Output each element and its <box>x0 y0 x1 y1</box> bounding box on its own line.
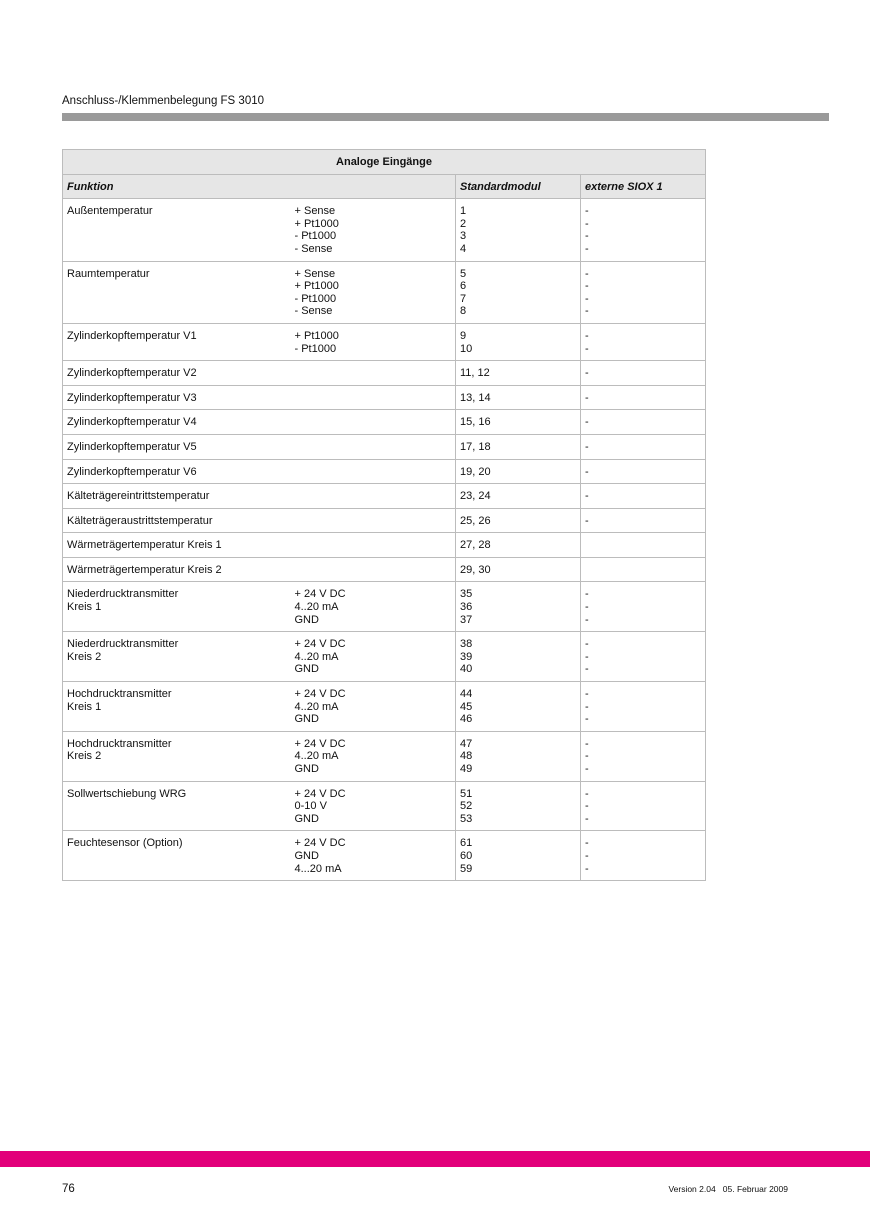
header-divider-bar <box>62 113 829 121</box>
function-name-line: Zylinderkopftemperatur V1 <box>67 329 197 342</box>
signal-line: 4..20 mA <box>294 601 339 614</box>
signal-line: 4..20 mA <box>294 650 339 663</box>
standard-module-line: 35 <box>460 588 473 601</box>
signal-cell <box>291 434 456 459</box>
signal-cell <box>291 557 456 582</box>
function-name-line: Kreis 1 <box>67 700 102 713</box>
siox-cell <box>581 323 706 360</box>
page-number: 76 <box>62 1183 75 1195</box>
function-name-cell <box>63 831 291 881</box>
standard-module-cell <box>456 385 581 410</box>
siox-line: - <box>585 688 589 701</box>
standard-module-cell <box>456 557 581 582</box>
signal-cell <box>291 582 456 632</box>
table-row <box>63 533 706 558</box>
table-caption: Analoge Eingänge <box>63 150 706 175</box>
siox-cell <box>581 484 706 509</box>
function-name-line: Zylinderkopftemperatur V3 <box>67 391 197 404</box>
standard-module-line: 59 <box>460 862 473 875</box>
signal-cell <box>291 533 456 558</box>
standard-module-cell <box>456 323 581 360</box>
signal-line: 4..20 mA <box>294 750 339 763</box>
siox-line: - <box>585 800 589 813</box>
standard-module-line: 46 <box>460 713 473 726</box>
standard-module-line: 23, 24 <box>460 490 491 503</box>
signal-line: + 24 V DC <box>294 737 346 750</box>
table-row <box>63 385 706 410</box>
analog-inputs-table <box>62 149 706 881</box>
signal-cell <box>291 459 456 484</box>
standard-module-cell <box>456 484 581 509</box>
function-name-line: Hochdrucktransmitter <box>67 688 172 701</box>
function-name-cell <box>63 410 291 435</box>
function-name-cell <box>63 781 291 831</box>
table-row <box>63 361 706 386</box>
siox-cell <box>581 385 706 410</box>
siox-line: - <box>585 242 589 255</box>
standard-module-line: 53 <box>460 812 473 825</box>
siox-line: - <box>585 638 589 651</box>
standard-module-line: 19, 20 <box>460 465 491 478</box>
standard-module-cell <box>456 410 581 435</box>
table-row <box>63 582 706 632</box>
column-header-standardmodul: Standardmodul <box>456 174 581 199</box>
signal-cell <box>291 731 456 781</box>
function-name-line: Sollwertschiebung WRG <box>67 787 187 800</box>
siox-line: - <box>585 514 589 527</box>
function-name-line: Wärmeträgertemperatur Kreis 2 <box>67 563 222 576</box>
siox-cell <box>581 361 706 386</box>
signal-line: + 24 V DC <box>294 837 346 850</box>
signal-line: 0-10 V <box>294 800 327 813</box>
standard-module-cell <box>456 261 581 323</box>
standard-module-line: 61 <box>460 837 473 850</box>
function-name-cell <box>63 582 291 632</box>
standard-module-cell <box>456 508 581 533</box>
function-name-line: Außentemperatur <box>67 205 153 218</box>
table-row <box>63 557 706 582</box>
siox-cell <box>581 508 706 533</box>
column-header-funktion: Funktion <box>63 174 456 199</box>
siox-line: - <box>585 737 589 750</box>
function-name-cell <box>63 557 291 582</box>
signal-line: 4...20 mA <box>294 862 342 875</box>
function-name-cell <box>63 434 291 459</box>
siox-cell <box>581 682 706 732</box>
function-name-cell <box>63 632 291 682</box>
siox-line: - <box>585 342 589 355</box>
table-row <box>63 261 706 323</box>
signal-line: + Pt1000 <box>294 329 339 342</box>
table-body <box>63 199 706 881</box>
signal-line: - Sense <box>294 305 333 318</box>
document-header-title: Anschluss-/Klemmenbelegung FS 3010 <box>62 95 265 107</box>
siox-line: - <box>585 416 589 429</box>
siox-line: - <box>585 465 589 478</box>
standard-module-line: 25, 26 <box>460 514 491 527</box>
standard-module-cell <box>456 731 581 781</box>
function-name-cell <box>63 385 291 410</box>
standard-module-line: 15, 16 <box>460 416 491 429</box>
function-name-cell <box>63 533 291 558</box>
standard-module-cell <box>456 459 581 484</box>
siox-line: - <box>585 205 589 218</box>
function-name-line: Kälteträgeraustrittstemperatur <box>67 514 213 527</box>
siox-cell <box>581 731 706 781</box>
standard-module-line: 27, 28 <box>460 539 491 552</box>
function-name-line: Zylinderkopftemperatur V2 <box>67 367 197 380</box>
siox-line: - <box>585 490 589 503</box>
function-name-line: Zylinderkopftemperatur V4 <box>67 416 197 429</box>
standard-module-line: 5 <box>460 267 467 280</box>
siox-cell <box>581 434 706 459</box>
signal-cell <box>291 831 456 881</box>
standard-module-line: 40 <box>460 663 473 676</box>
signal-line: - Pt1000 <box>294 342 337 355</box>
standard-module-line: 51 <box>460 787 473 800</box>
standard-module-cell <box>456 831 581 881</box>
standard-module-line: 47 <box>460 737 473 750</box>
siox-line: - <box>585 230 589 243</box>
function-name-line: Zylinderkopftemperatur V6 <box>67 465 197 478</box>
signal-line: + Pt1000 <box>294 280 339 293</box>
standard-module-line: 29, 30 <box>460 563 491 576</box>
standard-module-cell <box>456 361 581 386</box>
standard-module-line: 2 <box>460 217 467 230</box>
signal-cell <box>291 682 456 732</box>
table-row <box>63 781 706 831</box>
standard-module-line: 1 <box>460 205 467 218</box>
signal-cell <box>291 781 456 831</box>
signal-cell <box>291 385 456 410</box>
signal-line: GND <box>294 812 319 825</box>
function-name-line: Kreis 2 <box>67 650 102 663</box>
siox-line: - <box>585 329 589 342</box>
standard-module-cell <box>456 582 581 632</box>
standard-module-line: 39 <box>460 650 473 663</box>
signal-line: - Pt1000 <box>294 292 337 305</box>
standard-module-cell <box>456 632 581 682</box>
function-name-cell <box>63 361 291 386</box>
function-name-cell <box>63 459 291 484</box>
siox-cell <box>581 781 706 831</box>
standard-module-line: 60 <box>460 849 473 862</box>
function-name-line: Kreis 1 <box>67 601 102 614</box>
table-row <box>63 632 706 682</box>
footer-accent-bar <box>0 1151 870 1167</box>
signal-line: - Sense <box>294 242 333 255</box>
siox-cell <box>581 831 706 881</box>
signal-cell <box>291 261 456 323</box>
siox-line: - <box>585 292 589 305</box>
siox-line: - <box>585 862 589 875</box>
function-name-cell <box>63 199 291 261</box>
siox-cell <box>581 199 706 261</box>
table-row <box>63 323 706 360</box>
siox-line: - <box>585 812 589 825</box>
function-name-line: Wärmeträgertemperatur Kreis 1 <box>67 539 222 552</box>
table-row <box>63 682 706 732</box>
standard-module-line: 38 <box>460 638 473 651</box>
table-row <box>63 831 706 881</box>
signal-cell <box>291 508 456 533</box>
siox-line: - <box>585 663 589 676</box>
signal-line: GND <box>294 663 319 676</box>
function-name-line: Kälteträgereintrittstemperatur <box>67 490 210 503</box>
signal-line: + 24 V DC <box>294 688 346 701</box>
signal-line: - Pt1000 <box>294 230 337 243</box>
siox-line: - <box>585 750 589 763</box>
signal-cell <box>291 410 456 435</box>
signal-line: GND <box>294 763 319 775</box>
table-row <box>63 508 706 533</box>
version-info: Version 2.04 05. Februar 2009 <box>668 1184 788 1194</box>
function-name-cell <box>63 261 291 323</box>
siox-cell <box>581 459 706 484</box>
signal-line: GND <box>294 713 319 726</box>
function-name-line: Raumtemperatur <box>67 267 150 280</box>
table-row <box>63 434 706 459</box>
standard-module-line: 37 <box>460 613 473 626</box>
siox-line: - <box>585 837 589 850</box>
standard-module-cell <box>456 434 581 459</box>
standard-module-line: 9 <box>460 329 467 342</box>
siox-line: - <box>585 391 589 404</box>
siox-line: - <box>585 588 589 601</box>
standard-module-line: 7 <box>460 292 467 305</box>
signal-line: + Sense <box>294 267 336 280</box>
siox-line: - <box>585 367 589 380</box>
function-name-line: Niederdrucktransmitter <box>67 588 179 601</box>
table-row <box>63 731 706 781</box>
signal-cell <box>291 484 456 509</box>
function-name-cell <box>63 731 291 781</box>
siox-line: - <box>585 787 589 800</box>
column-header-externe-siox: externe SIOX 1 <box>581 174 706 199</box>
standard-module-line: 10 <box>460 342 473 355</box>
siox-line: - <box>585 280 589 293</box>
siox-cell <box>581 582 706 632</box>
siox-line: - <box>585 700 589 713</box>
siox-line: - <box>585 763 589 775</box>
siox-line: - <box>585 601 589 614</box>
table-row <box>63 484 706 509</box>
function-name-cell <box>63 682 291 732</box>
siox-line: - <box>585 613 589 626</box>
function-name-line: Feuchtesensor (Option) <box>67 837 183 850</box>
function-name-line: Niederdrucktransmitter <box>67 638 179 651</box>
siox-cell <box>581 261 706 323</box>
siox-line: - <box>585 217 589 230</box>
standard-module-line: 8 <box>460 305 467 318</box>
siox-line: - <box>585 267 589 280</box>
function-name-cell <box>63 323 291 360</box>
signal-line: + Sense <box>294 205 336 218</box>
standard-module-line: 4 <box>460 242 467 255</box>
table-row <box>63 459 706 484</box>
standard-module-line: 44 <box>460 688 473 701</box>
signal-line: GND <box>294 849 319 862</box>
standard-module-line: 52 <box>460 800 473 813</box>
siox-cell <box>581 410 706 435</box>
signal-line: 4..20 mA <box>294 700 339 713</box>
function-name-line: Zylinderkopftemperatur V5 <box>67 440 197 453</box>
siox-line: - <box>585 440 589 453</box>
siox-cell <box>581 533 706 558</box>
function-name-line: Kreis 2 <box>67 750 102 763</box>
signal-line: GND <box>294 613 319 626</box>
standard-module-cell <box>456 533 581 558</box>
signal-line: + 24 V DC <box>294 588 346 601</box>
standard-module-line: 17, 18 <box>460 440 491 453</box>
standard-module-line: 36 <box>460 601 473 614</box>
siox-line: - <box>585 305 589 318</box>
signal-line: + 24 V DC <box>294 638 346 651</box>
standard-module-line: 3 <box>460 230 467 243</box>
standard-module-line: 13, 14 <box>460 391 491 404</box>
function-name-cell <box>63 508 291 533</box>
siox-cell <box>581 557 706 582</box>
siox-line: - <box>585 713 589 726</box>
siox-cell <box>581 632 706 682</box>
signal-cell <box>291 632 456 682</box>
siox-line: - <box>585 849 589 862</box>
standard-module-cell <box>456 781 581 831</box>
function-name-line: Hochdrucktransmitter <box>67 737 172 750</box>
signal-cell <box>291 323 456 360</box>
standard-module-line: 48 <box>460 750 473 763</box>
signal-cell <box>291 361 456 386</box>
standard-module-cell <box>456 199 581 261</box>
standard-module-cell <box>456 682 581 732</box>
signal-line: + Pt1000 <box>294 217 339 230</box>
standard-module-line: 49 <box>460 763 473 775</box>
standard-module-line: 11, 12 <box>460 367 490 380</box>
table-row <box>63 199 706 261</box>
standard-module-line: 45 <box>460 700 473 713</box>
signal-cell <box>291 199 456 261</box>
standard-module-line: 6 <box>460 280 467 293</box>
signal-line: + 24 V DC <box>294 787 346 800</box>
siox-line: - <box>585 650 589 663</box>
function-name-cell <box>63 484 291 509</box>
table-row <box>63 410 706 435</box>
